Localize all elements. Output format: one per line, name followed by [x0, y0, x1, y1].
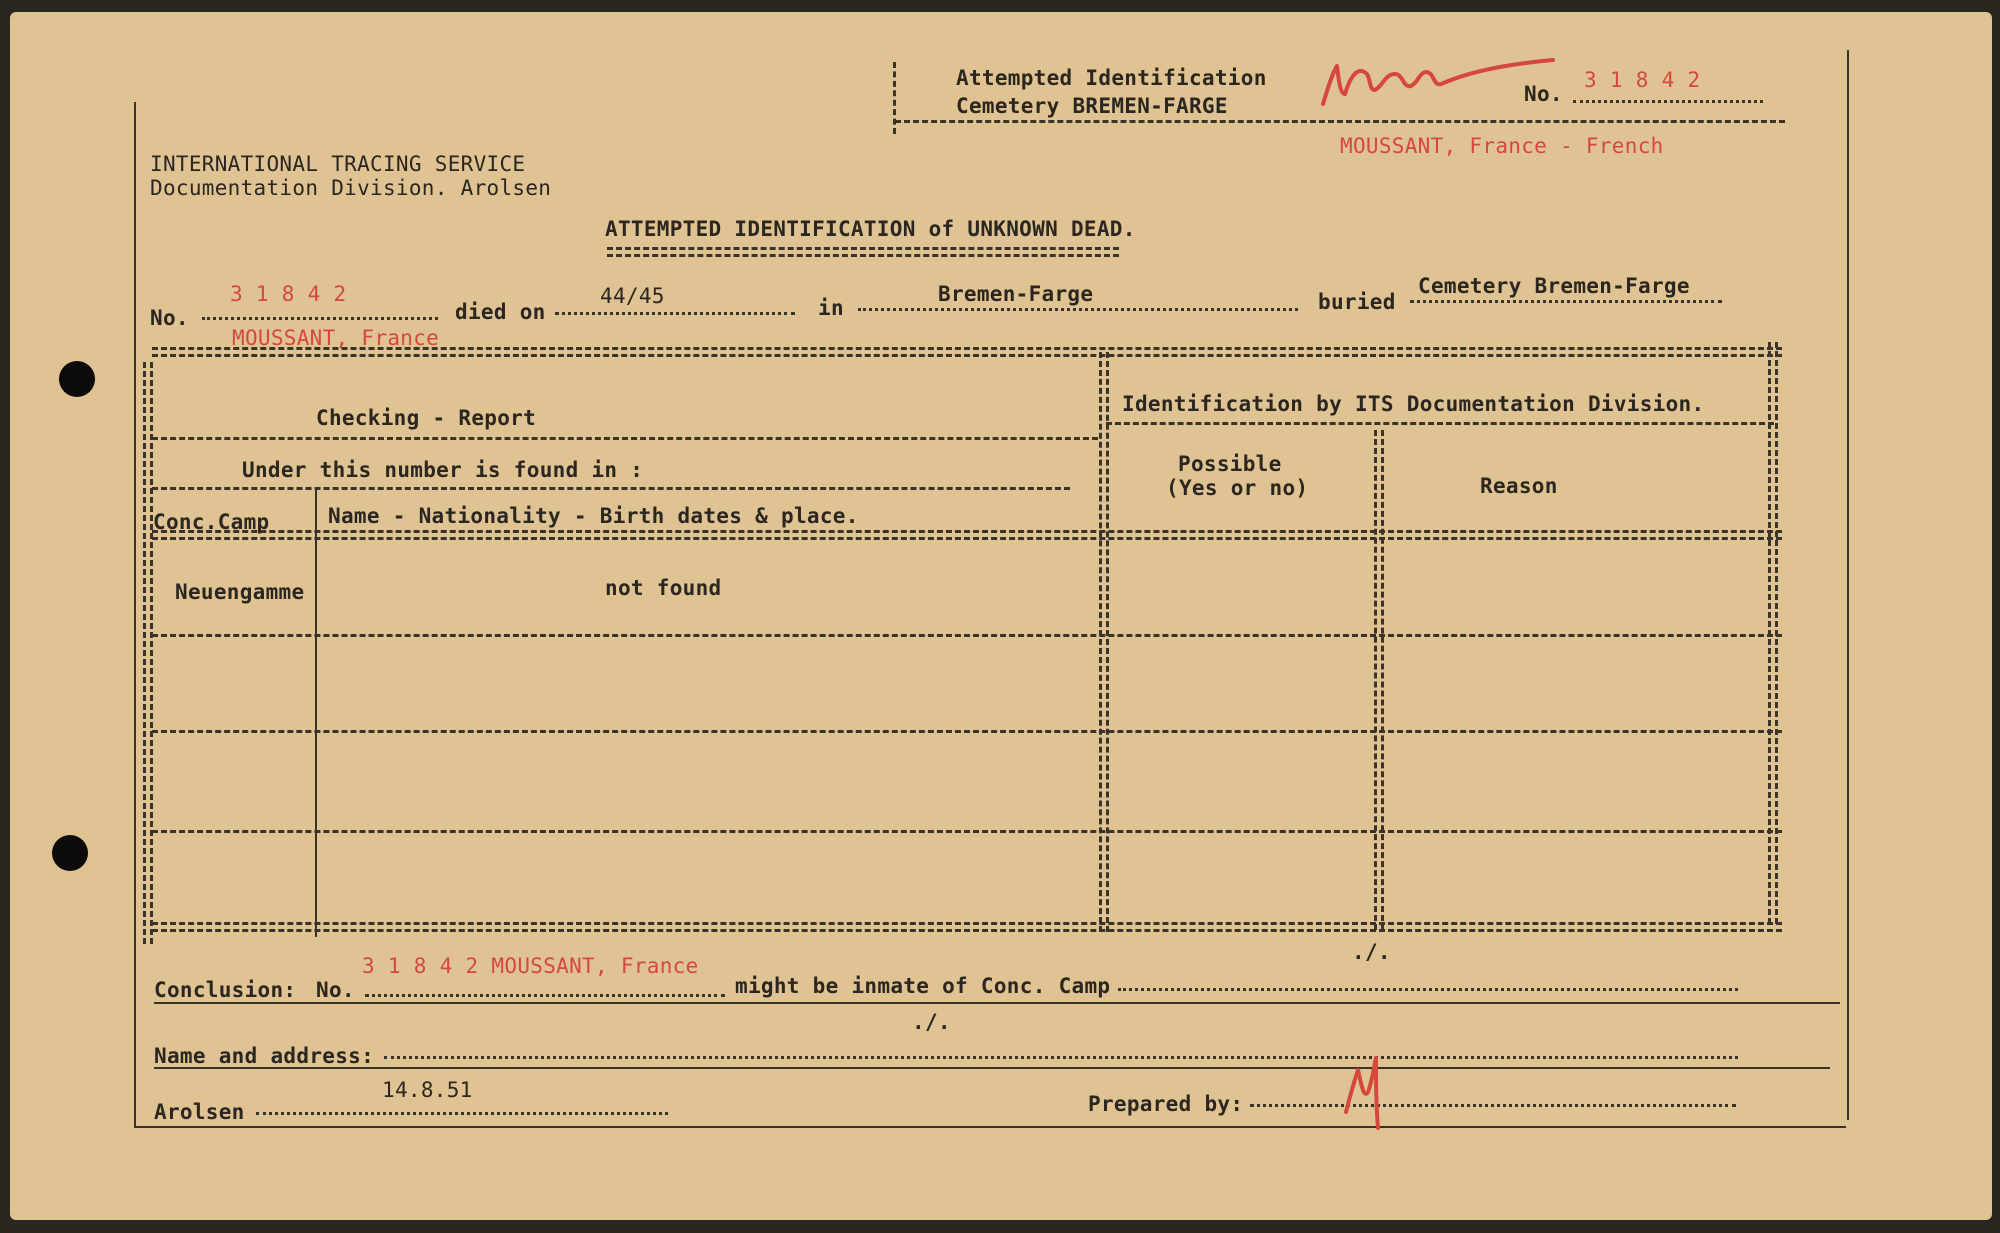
- footer-date: 14.8.51: [382, 1078, 473, 1102]
- conclusion-camp-value: ./.: [1352, 940, 1391, 964]
- conclusion-no-label: No.: [316, 978, 355, 1002]
- initial-signature: [1340, 1052, 1386, 1132]
- conclusion-label: Conclusion:: [154, 978, 297, 1002]
- top-box-line1: Attempted Identification: [956, 66, 1267, 90]
- org-line1: INTERNATIONAL TRACING SERVICE: [150, 152, 526, 176]
- record-in-dots: [858, 308, 1298, 311]
- conclusion-rule: [154, 1002, 1840, 1004]
- table-right-border: [1768, 342, 1778, 924]
- top-box-line2: Cemetery BREMEN-FARGE: [956, 94, 1228, 118]
- col-header-possible-sub: (Yes or no): [1166, 476, 1309, 500]
- table-divider-reason: [1374, 430, 1384, 930]
- table-top-border: [152, 347, 1782, 357]
- checking-header-underline: [152, 437, 1098, 440]
- record-in-label: in: [818, 296, 844, 320]
- conclusion-text: might be inmate of Conc. Camp: [735, 974, 1111, 998]
- top-box-underline: [895, 120, 1785, 123]
- record-in-value: Bremen-Farge: [938, 282, 1094, 306]
- record-buried-label: buried: [1318, 290, 1396, 314]
- org-line2: Documentation Division. Arolsen: [150, 176, 552, 200]
- table-divider-camp: [315, 487, 317, 937]
- footer-date-dots: [256, 1112, 668, 1115]
- name-address-dots: [384, 1056, 1738, 1059]
- col-header-possible: Possible: [1178, 452, 1282, 476]
- row-separator-2: [152, 730, 1782, 733]
- record-name: MOUSSANT, France: [232, 326, 440, 350]
- record-no-label: No.: [150, 306, 189, 330]
- name-address-rule: [154, 1067, 1830, 1069]
- top-box-no-dots: [1573, 100, 1763, 103]
- found-in-label: Under this number is found in :: [242, 458, 644, 482]
- col-header-reason: Reason: [1480, 474, 1558, 498]
- table-bottom-border: [152, 922, 1782, 932]
- top-box-name: MOUSSANT, France - French: [1340, 134, 1664, 158]
- title-double-underline: [607, 247, 1119, 257]
- col-header-camp: Conc.Camp: [153, 510, 270, 534]
- record-buried-dots: [1410, 300, 1722, 303]
- top-box-no-value: 3 1 8 4 2: [1584, 68, 1701, 92]
- row1-camp: Neuengamme: [175, 580, 305, 604]
- prepared-by-label: Prepared by:: [1088, 1092, 1244, 1116]
- punch-hole-bottom: [52, 835, 88, 871]
- frame-left: [134, 102, 136, 1127]
- top-box-no-label: No.: [1524, 82, 1563, 106]
- frame-right: [1847, 50, 1849, 1120]
- identification-header: Identification by ITS Documentation Division.: [1122, 392, 1705, 416]
- record-buried-value: Cemetery Bremen-Farge: [1418, 274, 1690, 298]
- row-separator-3: [152, 830, 1782, 833]
- record-died-value: 44/45: [600, 284, 665, 308]
- top-box-divider: [893, 62, 896, 134]
- identification-header-underline: [1106, 422, 1774, 425]
- column-header-underline: [152, 530, 1782, 540]
- footer-place: Arolsen: [154, 1100, 245, 1124]
- table-left-border: [143, 362, 153, 944]
- col-header-name: Name - Nationality - Birth dates & place.: [328, 504, 859, 528]
- found-in-underline: [152, 487, 1070, 490]
- conclusion-no-dots: [365, 994, 725, 997]
- record-died-label: died on: [455, 300, 546, 324]
- conclusion-camp-dots: [1118, 988, 1738, 991]
- record-no-dots: [202, 317, 438, 320]
- conclusion-no-value: 3 1 8 4 2 MOUSSANT, France: [362, 954, 699, 978]
- punch-hole-top: [59, 361, 95, 397]
- checking-report-header: Checking - Report: [316, 406, 537, 430]
- row-separator-1: [152, 634, 1782, 637]
- table-divider-main: [1099, 352, 1109, 932]
- index-card: [10, 12, 1992, 1220]
- frame-bottom: [134, 1126, 1846, 1128]
- record-died-dots: [555, 312, 795, 315]
- record-no-value: 3 1 8 4 2: [230, 282, 347, 306]
- name-address-value: ./.: [912, 1010, 951, 1034]
- prepared-by-dots: [1250, 1104, 1736, 1107]
- page-title: ATTEMPTED IDENTIFICATION of UNKNOWN DEAD.: [605, 217, 1136, 241]
- row1-name: not found: [605, 576, 722, 600]
- name-address-label: Name and address:: [154, 1044, 375, 1068]
